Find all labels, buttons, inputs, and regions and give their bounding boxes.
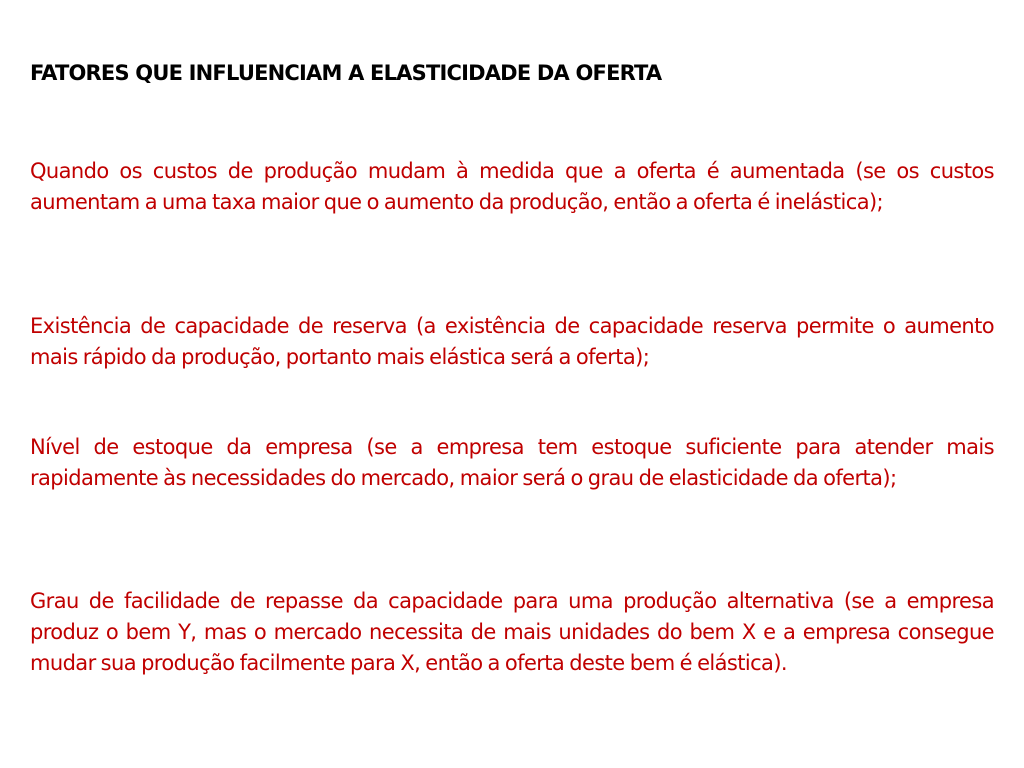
slide-title: FATORES QUE INFLUENCIAM A ELASTICIDADE DA OFERTA xyxy=(30,61,662,85)
paragraph-reserve-capacity: Existência de capacidade de reserva (a existência de capacidade reserva permite o aumento mais rápido da produção, portanto mais elástica será a oferta); xyxy=(30,314,994,369)
paragraph-stock-level: Nível de estoque da empresa (se a empresa tem estoque suficiente para atender mais rapidamente às necessidades do mercado, maior será o grau de elasticidade da oferta); xyxy=(30,435,994,490)
paragraph-production-costs: Quando os custos de produção mudam à medida que a oferta é aumentada (se os custos aumentam a uma taxa maior que o aumento da produção, então a oferta é inelástica); xyxy=(30,159,994,214)
paragraph-capacity-transfer: Grau de facilidade de repasse da capacidade para uma produção alternativa (se a empresa produz o bem Y, mas o mercado necessita de mais unidades do bem X e a empresa consegue mudar sua produção facilmente para X, então a oferta deste bem é elástica). xyxy=(30,589,994,675)
